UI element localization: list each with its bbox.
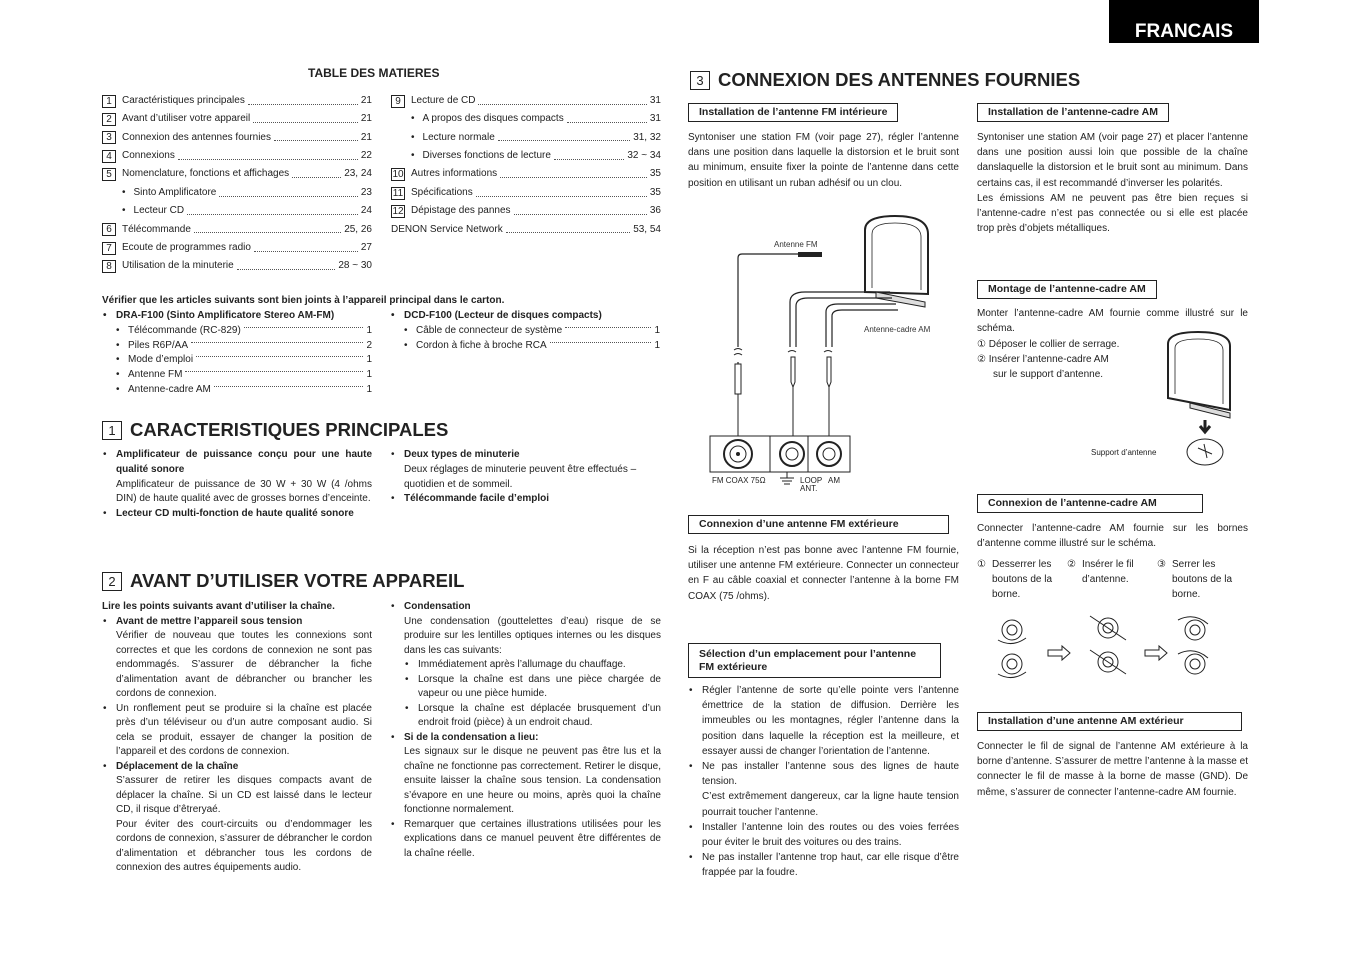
item-leader [191, 342, 363, 343]
antenna-support-label: Support d’antenne [1091, 448, 1157, 457]
toc-leader [253, 122, 358, 123]
connect-step [1157, 557, 1247, 602]
feature-timer-title: • Deux types de minuterie [404, 449, 520, 460]
item-leader [565, 327, 651, 328]
amp-title: • DRA-F100 (Sinto Amplificatore Stereo AM-FM) [102, 309, 372, 324]
fm-location-list [688, 683, 959, 881]
terminal-step-3-icon [1178, 617, 1208, 674]
toc-label: Connexions [122, 149, 175, 161]
toc-number: 5 [102, 168, 116, 181]
toc-leader [254, 251, 358, 252]
toc-leader [219, 196, 358, 197]
location-item-text: • Régler l’antenne de sorte qu’elle pointe vers l’antenne émettrice de la station de diffusion. Derrière les immeubles ou les montagnes, régler l’antenne dans la position dans laquelle la réception est la meilleure, et essayer aussi de changer l’orientation de l’antenne. [702, 685, 959, 757]
bullet: • [411, 131, 415, 143]
toc-leader [498, 140, 630, 141]
arrow-right-icon [1145, 646, 1167, 660]
toc-entry [102, 147, 372, 165]
toc-entry [102, 184, 372, 202]
item-qty: 2 [366, 339, 372, 351]
condensation-title: • Condensation [404, 601, 471, 612]
included-item [390, 324, 660, 339]
mount-step-2-cont: sur le support d’antenne. [993, 369, 1104, 380]
am-install-heading: Installation de l’antenne-cadre AM [977, 103, 1169, 122]
toc-label: Sinto Amplificatore [133, 186, 217, 198]
included-cd [390, 309, 660, 353]
item-leader [550, 342, 652, 343]
toc-entry [102, 166, 372, 184]
toc-leader [292, 177, 341, 178]
item-qty: 1 [366, 369, 372, 381]
toc-label: Lecture de CD [411, 94, 476, 106]
item-leader [244, 327, 364, 328]
fm-location-heading: Sélection d’un emplacement pour l’antenne FM extérieure [688, 643, 941, 678]
power-title: • Avant de mettre l’appareil sous tension [116, 615, 303, 627]
toc-number: 10 [392, 169, 404, 181]
toc-title: TABLE DES MATIERES [308, 66, 440, 80]
section-number: 1 [102, 421, 122, 440]
toc-number: 8 [102, 260, 116, 273]
toc-label: Télécommande [122, 223, 191, 235]
toc-label: Caractéristiques principales [122, 94, 245, 106]
location-item-note: C’est extrêmement dangereux, car la ligne haute tension pourrait toucher l’antenne. [702, 791, 959, 818]
included-item [102, 353, 372, 368]
included-item [102, 324, 372, 339]
section-number: 3 [690, 71, 710, 90]
toc-label: Autres informations [411, 168, 498, 180]
toc-entry [391, 221, 661, 239]
toc-page: 23, 24 [344, 168, 372, 180]
toc-entry [391, 129, 661, 147]
fm-antenna-label: Antenne FM [774, 240, 818, 249]
feature-amp-title: • Amplificateur de puissance conçu pour une haute qualité sonore [116, 449, 372, 475]
toc-page: 32 ~ 34 [627, 149, 661, 161]
item-label: • Antenne-cadre AM [128, 383, 211, 395]
toc-number: 7 [102, 242, 116, 255]
power-text: Vérifier de nouveau que toutes les connexions sont correctes et que les cordons de connexion ne sont pas endommagés. S’assurer de débrancher la fiche d’alimentation avant de débrancher ou brancher les cordons de connexion. [116, 630, 372, 699]
toc-leader [237, 269, 336, 270]
terminal-step-1-icon [998, 620, 1026, 678]
terminal-step-2-icon [1090, 616, 1126, 674]
toc-label: Avant d’utiliser votre appareil [122, 113, 251, 125]
toc-label: DENON Service Network [391, 223, 503, 235]
illustration-note: • Remarquer que certaines illustrations utilisées pour les explications dans ce manuel peuvent être différentes de la chaîne réelle. [404, 818, 661, 859]
sec2-intro: Lire les points suivants avant d’utiliser la chaîne. [102, 601, 335, 612]
ground-icon [780, 472, 794, 484]
feature-cd-title: • Lecteur CD multi-fonction de haute qualité sonore [116, 508, 354, 520]
connect-step [1067, 557, 1157, 602]
am-mount-diagram [1160, 328, 1260, 470]
mount-step-1: ① Déposer le collier de serrage. [977, 339, 1120, 350]
toc-label: Dépistage des pannes [411, 205, 511, 217]
item-label: • Piles R6P/AA [128, 339, 189, 351]
antenna-connection-diagram [700, 212, 960, 497]
condensation-item-text: • Lorsque la chaîne est déplacée brusquement d’un endroit froid (pièce) à un endroit chaud. [418, 702, 661, 728]
location-item [688, 850, 959, 880]
location-item-text: • Installer l’antenne loin des routes ou des voies ferrées pour éviter le bruit des voitures ou des trains. [702, 821, 959, 849]
toc-leader [506, 232, 630, 233]
sec1-left [102, 448, 372, 522]
step-text: Insérer le fil d’antenne. [1081, 559, 1134, 585]
am-mount-paragraph: Monter l’antenne-cadre AM fournie comme illustré sur le schéma. [977, 308, 1248, 335]
toc-page: 31 [649, 94, 661, 106]
sec2-right [390, 600, 661, 861]
toc-label: Connexion des antennes fournies [122, 131, 271, 143]
toc-page: 25, 26 [344, 223, 372, 235]
toc-leader [194, 232, 341, 233]
ant-label: ANT. [800, 484, 818, 493]
toc-leader [248, 104, 358, 105]
section-2-heading [102, 572, 464, 591]
feature-remote-title: • Télécommande facile d’emploi [404, 493, 550, 505]
toc-page: 21 [360, 131, 372, 143]
am-terminal-label: AM [828, 476, 840, 485]
item-qty: 1 [366, 324, 372, 336]
cd-title: • DCD-F100 (Lecteur de disques compacts) [390, 309, 660, 324]
step-number: ① [977, 559, 986, 570]
item-leader [214, 386, 364, 387]
toc-entry [391, 166, 661, 184]
am-mount-steps [977, 337, 1157, 382]
fm-indoor-text: Syntoniser une station FM (voir page 27), régler l’antenne dans une position dans laquelle la distorsion et le bruit sont au minimum, ensuite fixer la pointe de l’antenne dans cette position en utilisant un ruban adhésif ou un clou. [688, 132, 959, 189]
toc-leader [514, 214, 647, 215]
toc-page: 35 [649, 186, 661, 198]
toc-leader [274, 140, 358, 141]
bullet: • [122, 205, 126, 217]
item-qty: 1 [366, 383, 372, 395]
condensation-item [404, 702, 661, 731]
bullet: • [411, 113, 415, 125]
terminal-steps-diagram [990, 610, 1235, 690]
am-outdoor-text: Connecter le fil de signal de l’antenne AM extérieure à la borne d’antenne. S’assurer de mettre l’antenne à la masse et connecter le fil de masse à la borne de masse (GND). De même, s’assurer de connecter l’antenne-cadre AM fournie. [977, 741, 1248, 798]
location-item [688, 683, 959, 759]
moving-text-2: Pour éviter des court-circuits ou d’endommager les cordons de connexion, s’assurer de débrancher le cordon d’alimentation et débrancher tous les cordons de connexion des autres équipements audio. [116, 818, 372, 873]
toc-entry [391, 110, 661, 128]
toc-number: 4 [102, 150, 116, 163]
item-qty: 1 [654, 324, 660, 336]
toc-entry [102, 239, 372, 257]
fm-outdoor-text: Si la réception n’est pas bonne avec l’antenne FM fournie, utiliser une antenne FM extérieure. Connecter un connecteur en F au câble coaxial et connecter l’antenne à la borne FM COAX (75 /ohms). [688, 545, 959, 602]
toc-number: 2 [102, 113, 116, 126]
toc-page: 21 [360, 113, 372, 125]
toc-page: 31, 32 [633, 131, 661, 143]
item-label: • Mode d’emploi [128, 354, 194, 366]
am-outdoor-heading: Installation d’une antenne AM extérieur [977, 712, 1242, 731]
hum-text: • Un ronflement peut se produire si la chaîne est placée près d’un téléviseur ou d’un autre composant audio. Si cela se produit, essayer de changer la position de l’appareil et des cordons de connexion. [116, 702, 372, 757]
toc-label: A propos des disques compacts [422, 113, 564, 125]
if-condensation-title: • Si de la condensation a lieu: [404, 731, 539, 743]
toc-right [391, 92, 661, 239]
am-antenna-label: Antenne-cadre AM [864, 325, 931, 334]
section-title: CONNEXION DES ANTENNES FOURNIES [718, 69, 1081, 91]
toc-leader [554, 159, 624, 160]
item-label: • Antenne FM [128, 369, 183, 381]
toc-entry [391, 147, 661, 165]
feature-timer-text: Deux réglages de minuterie peuvent être effectués – quotidien et de sommeil. [404, 463, 637, 490]
item-qty: 1 [654, 339, 660, 351]
toc-label: Utilisation de la minuterie [122, 260, 234, 272]
condensation-item-text: • Lorsque la chaîne est dans une pièce chargée de vapeur ou une pièce humide. [418, 673, 661, 699]
toc-entry [102, 202, 372, 220]
bullet: • [122, 186, 126, 198]
step-number: ② [1067, 559, 1076, 570]
am-mount-heading: Montage de l’antenne-cadre AM [977, 280, 1157, 299]
toc-entry [102, 92, 372, 110]
toc-number: 12 [392, 206, 404, 218]
toc-entry [102, 221, 372, 239]
toc-entry [391, 202, 661, 220]
toc-page: 35 [649, 168, 661, 180]
toc-page: 36 [649, 205, 661, 217]
toc-label: Ecoute de programmes radio [122, 241, 251, 253]
included-item [102, 383, 372, 398]
connect-step [977, 557, 1067, 602]
section-number: 2 [102, 572, 122, 591]
location-item [688, 820, 959, 850]
item-label: • Câble de connecteur de système [416, 324, 563, 336]
item-leader [185, 371, 363, 372]
toc-page: 27 [360, 241, 372, 253]
toc-page: 22 [360, 149, 372, 161]
toc-page: 21 [360, 94, 372, 106]
condensation-text: Une condensation (gouttelettes d’eau) risque de se produire sur les lentilles optiques internes ou les disques dans les cas suivants: [404, 615, 661, 656]
section-3-heading [690, 71, 1080, 90]
location-item-text: • Ne pas installer l’antenne trop haut, car elle risque d’être frappée par la foudre. [702, 852, 959, 879]
fm-indoor-heading: Installation de l’antenne FM intérieure [688, 103, 898, 122]
toc-page: 24 [360, 205, 372, 217]
item-leader [196, 356, 363, 357]
item-label: • Télécommande (RC-829) [128, 324, 241, 336]
bullet: • [411, 149, 415, 161]
am-connect-heading: Connexion de l’antenne-cadre AM [977, 494, 1203, 513]
loop-label: LOOP [800, 476, 823, 485]
am-install-text [977, 130, 1248, 236]
am-install-paragraph-1: Syntoniser une station AM (voir page 27) et placer l’antenne dans une position aussi loin que possible de la chaîne danslaquelle la distorsion et le bruit sont au minimum. Dans certains cas, il est recommandé d’inverser les polarités. [977, 132, 1248, 189]
moving-title: • Déplacement de la chaîne [116, 760, 239, 772]
toc-label: Lecture normale [422, 131, 495, 143]
am-connect-steps [977, 557, 1248, 602]
language-tab: FRANCAIS [1109, 0, 1259, 43]
toc-label: Spécifications [411, 186, 473, 198]
toc-leader [476, 196, 647, 197]
toc-label: Diverses fonctions de lecture [422, 149, 551, 161]
toc-page: 23 [360, 186, 372, 198]
toc-entry [102, 258, 372, 276]
included-intro: Vérifier que les articles suivants sont bien joints à l’appareil principal dans le carton. [102, 295, 505, 306]
toc-leader [478, 104, 646, 105]
toc-page: 31 [649, 113, 661, 125]
section-1-heading [102, 421, 448, 440]
moving-text: S’assurer de retirer les disques compacts avant de déplacer la chaîne. Si un CD est laissé dans le lecteur CD, il risque d’êtreryaé. [116, 775, 372, 815]
arrow-right-icon [1048, 646, 1070, 660]
condensation-item-text: • Immédiatement après l’allumage du chauffage. [418, 659, 626, 670]
item-qty: 1 [366, 354, 372, 366]
toc-entry [391, 184, 661, 202]
included-item [390, 339, 660, 354]
toc-leader [500, 177, 647, 178]
mount-step-2: ② Insérer l’antenne-cadre AM [977, 354, 1109, 365]
toc-leader [567, 122, 647, 123]
location-item-text: • Ne pas installer l’antenne sous des lignes de haute tension. [702, 761, 959, 788]
toc-page: 53, 54 [633, 223, 661, 235]
toc-entry [391, 92, 661, 110]
item-label: • Cordon à fiche à broche RCA [416, 339, 547, 351]
condensation-item [404, 658, 661, 673]
toc-number: 11 [392, 187, 404, 199]
toc-leader [187, 214, 358, 215]
toc-label: Lecteur CD [133, 205, 185, 217]
step-number: ③ [1157, 559, 1166, 570]
am-connect-text: Connecter l’antenne-cadre AM fournie sur les bornes d’antenne comme illustré sur le schéma. [977, 523, 1248, 550]
location-item [688, 759, 959, 820]
included-item [102, 339, 372, 354]
condensation-item [404, 673, 661, 702]
toc-left [102, 92, 372, 276]
sec2-left [102, 600, 372, 876]
step-text: Desserrer les boutons de la borne. [991, 559, 1053, 600]
toc-leader [178, 159, 358, 160]
toc-number: 6 [102, 223, 116, 236]
step-text: Serrer les boutons de la borne. [1171, 559, 1233, 600]
section-title: AVANT D’UTILISER VOTRE APPAREIL [130, 570, 465, 592]
sec1-right [390, 448, 661, 507]
toc-page: 28 ~ 30 [338, 260, 372, 272]
fm-outdoor-heading: Connexion d’une antenne FM extérieure [688, 515, 949, 534]
section-title: CARACTERISTIQUES PRINCIPALES [130, 419, 449, 441]
toc-label: Nomenclature, fonctions et affichages [122, 168, 290, 180]
feature-amp-text: Amplificateur de puissance de 30 W + 30 W (4 /ohms DIN) de haute qualité avec de grosses bornes d’enceinte. [116, 478, 372, 505]
included-item [102, 368, 372, 383]
toc-entry [102, 129, 372, 147]
toc-number: 9 [391, 95, 405, 108]
included-amp [102, 309, 372, 398]
fm-coax-label: FM COAX 75Ω [712, 476, 766, 485]
toc-number: 1 [102, 95, 116, 108]
toc-number: 3 [102, 131, 116, 144]
am-install-paragraph-2: Les émissions AM ne peuvent pas être bien reçues si l’antenne-cadre n’est pas connectée ou si elle est placée trop près d’objets métalliques. [977, 192, 1248, 235]
if-condensation-text: Les signaux sur le disque ne peuvent pas être lus et la chaîne ne fonctionne pas correctement. Retirer le disque, ensuite laisser la chaîne sous tension. La condensation s’évapore en une heure ou moins, après quoi la chaîne fonctionne normalement. [404, 746, 661, 815]
toc-entry [102, 110, 372, 128]
